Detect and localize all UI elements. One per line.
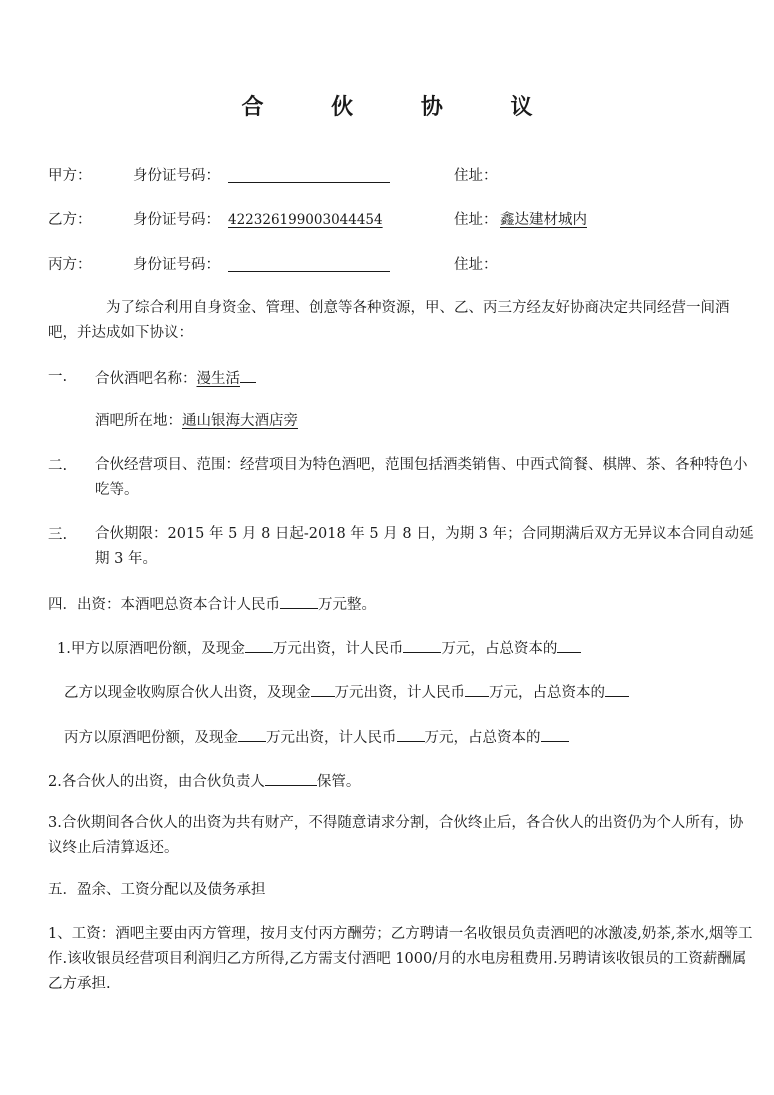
capital-b-rmb-blank [465, 681, 489, 697]
section-1-bar-name [95, 367, 256, 389]
party-b-id-value: 422326199003044454 [228, 212, 383, 228]
party-c-address-label: 住址： [454, 257, 498, 273]
party-a-id-field [228, 166, 390, 183]
total-capital-blank [280, 593, 318, 609]
intro-paragraph: 为了综合利用自身资金、管理、创意等各种资源，甲、乙、丙三方经友好协商决定共同经营一间酒吧，并达成如下协议： [48, 300, 730, 341]
capital-a-share-blank [557, 637, 581, 653]
bar-location-label: 酒吧所在地： [95, 413, 182, 429]
capital-clause-2 [48, 770, 360, 792]
bar-name-value: 漫生活 [196, 371, 240, 387]
party-b-address-label: 住址： [454, 212, 498, 228]
capital-c-share-blank [541, 726, 569, 742]
section-4-heading [48, 593, 376, 615]
capital-c-text-2: 万元出资，计人民币 [266, 730, 397, 746]
capital-b-text-3: 万元，占总资本的 [489, 685, 605, 701]
capital-b-text-1: 乙方以现金收购原合伙人出资，及现金 [64, 685, 311, 701]
bar-location-value: 通山银海大酒店旁 [182, 413, 298, 429]
capital-a-text-2: 万元出资，计人民币 [272, 641, 404, 657]
section-4-heading-text: 四．出资：本酒吧总资本合计人民币 [48, 597, 280, 613]
section-2-text: 合伙经营项目、范围：经营项目为特色酒吧，范围包括酒类销售、中西式简餐、棋牌、茶、各种特色小吃等。 [95, 457, 748, 498]
party-c-id-label: 身份证号码： [133, 257, 220, 273]
document-title: 合 伙 协 议 [241, 95, 563, 120]
capital-c-cash-blank [238, 726, 266, 742]
section-3-text: 合伙期限：2015 年 5 月 8 日起-2018 年 5 月 8 日，为期 3 年；合同期满后双方无异议本合同自动延期 3 年。 [95, 526, 754, 567]
party-a-label: 甲方： [48, 168, 92, 184]
bar-name-label: 合伙酒吧名称： [95, 371, 197, 387]
party-b-address-value: 鑫达建材城内 [500, 212, 587, 228]
section-1-number: 一. [48, 369, 68, 385]
party-a-id-label: 身份证号码： [133, 168, 220, 184]
capital-a-text-1: 1.甲方以原酒吧份额，及现金 [57, 641, 245, 657]
party-b-id-label: 身份证号码： [133, 212, 220, 228]
capital-clause-2-suffix: 保管。 [316, 774, 361, 790]
capital-clause-3: 3.合伙期间各合伙人的出资为共有财产，不得随意请求分割，合伙终止后，各合伙人的出资仍为个人所有，协议终止后清算返还。 [48, 815, 744, 856]
capital-c-rmb-blank [397, 726, 425, 742]
capital-line-party-c [64, 726, 569, 748]
party-b-label: 乙方： [48, 212, 92, 228]
capital-c-text-3: 万元，占总资本的 [424, 730, 541, 746]
capital-a-text-3: 万元，占总资本的 [441, 641, 558, 657]
section-1-location [95, 411, 298, 431]
capital-line-party-b [64, 681, 629, 703]
capital-a-rmb-blank [403, 637, 441, 653]
party-c-label: 丙方： [48, 257, 92, 273]
capital-b-share-blank [605, 681, 629, 697]
section-4-heading-suffix: 万元整。 [318, 597, 376, 613]
capital-b-text-2: 万元出资，计人民币 [334, 685, 465, 701]
section-5-heading: 五．盈余、工资分配以及债务承担 [48, 882, 266, 898]
capital-line-party-a [57, 637, 581, 659]
section-5-clause-1: 1、工资：酒吧主要由丙方管理，按月支付丙方酬劳；乙方聘请一名收银员负责酒吧的冰激凌,奶茶,茶水,烟等工作.该收银员经营项目利润归乙方所得,乙方需支付酒吧 1000/月的水电房租费用.另聘请该收银员的工资薪酬属乙方承担. [48, 926, 753, 992]
capital-clause-2-text: 2.各合伙人的出资，由合伙负责人 [48, 774, 265, 790]
section-2-number: 二. [48, 458, 68, 474]
capital-c-text-1: 丙方以原酒吧份额，及现金 [64, 730, 238, 746]
party-a-address-label: 住址： [454, 168, 498, 184]
bar-name-blank [240, 367, 256, 383]
custodian-blank [265, 770, 317, 786]
party-c-id-field [228, 255, 390, 272]
capital-a-cash-blank [245, 637, 273, 653]
capital-b-cash-blank [311, 681, 335, 697]
section-3-number: 三. [48, 527, 68, 543]
